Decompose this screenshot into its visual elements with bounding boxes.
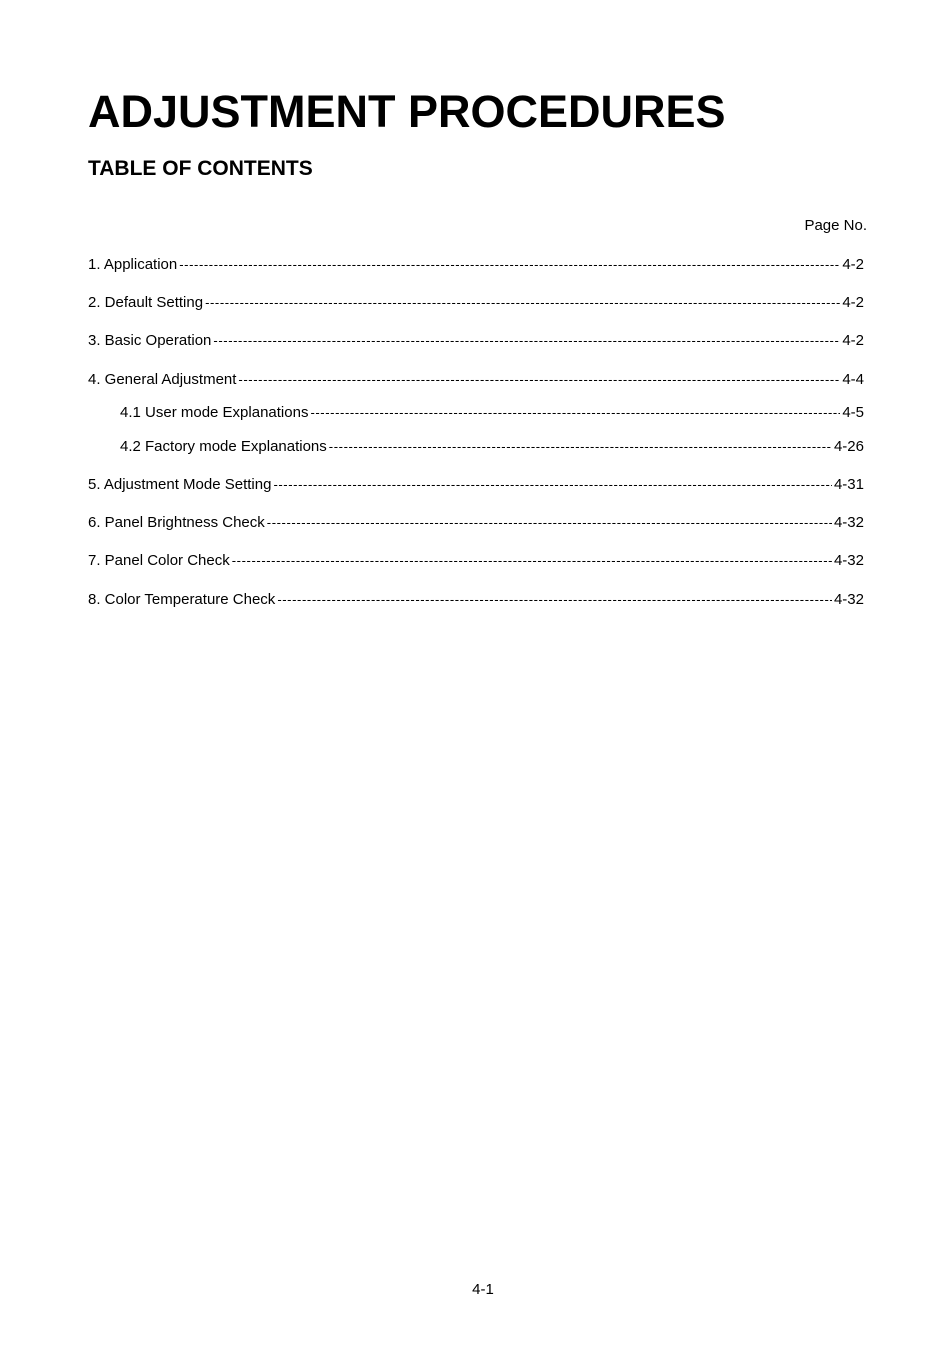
toc-entry-label: 7. Panel Color Check — [88, 552, 230, 569]
toc-entry-label: 2. Default Setting — [88, 294, 204, 311]
page-no-column-header: Page No. — [804, 217, 867, 234]
toc-entry-page: 4-32 — [833, 552, 864, 569]
toc-entry-label: 8. Color Temperature Check — [88, 591, 276, 608]
toc-entry-label: 5. Adjustment Mode Setting — [88, 476, 272, 493]
toc-entry-color-temperature-check[interactable] — [88, 590, 864, 610]
toc-entry-label: 4.2 Factory mode Explanations — [120, 438, 327, 455]
toc-entry-page: 4-32 — [833, 514, 864, 531]
toc-heading: TABLE OF CONTENTS — [88, 157, 313, 180]
toc-entry-basic-operation[interactable] — [88, 331, 864, 351]
dot-leader — [329, 437, 832, 457]
toc-entry-factory-mode-explanations[interactable] — [120, 437, 864, 457]
toc-entry-page: 4-2 — [842, 294, 864, 311]
dot-leader — [232, 551, 832, 571]
footer-page-number: 4-1 — [472, 1281, 494, 1298]
dot-leader — [273, 475, 832, 495]
toc-entry-page: 4-2 — [842, 256, 864, 273]
toc-entry-page: 4-5 — [842, 404, 864, 421]
toc-entry-panel-brightness-check[interactable] — [88, 513, 864, 533]
dot-leader — [205, 293, 840, 313]
toc-entry-label: 6. Panel Brightness Check — [88, 514, 265, 531]
dot-leader — [277, 590, 832, 610]
toc-entry-label: 4. General Adjustment — [88, 371, 237, 388]
toc-entry-general-adjustment[interactable] — [88, 370, 864, 390]
dot-leader — [267, 513, 832, 533]
dot-leader — [179, 255, 840, 275]
toc-entry-page: 4-26 — [833, 438, 864, 455]
toc-entry-page: 4-2 — [842, 332, 864, 349]
toc-entry-label: 3. Basic Operation — [88, 332, 212, 349]
toc-entry-label: 1. Application — [88, 256, 178, 273]
dot-leader — [213, 331, 840, 351]
toc-entry-default-setting[interactable] — [88, 293, 864, 313]
toc-entry-panel-color-check[interactable] — [88, 551, 864, 571]
toc-entry-page: 4-31 — [833, 476, 864, 493]
toc-entry-user-mode-explanations[interactable] — [120, 403, 864, 423]
toc-entry-label: 4.1 User mode Explanations — [120, 404, 309, 421]
toc-entry-application[interactable] — [88, 255, 864, 275]
toc-entry-adjustment-mode-setting[interactable] — [88, 475, 864, 495]
dot-leader — [238, 370, 840, 390]
toc-entry-page: 4-4 — [842, 371, 864, 388]
page-title: ADJUSTMENT PROCEDURES — [88, 86, 726, 137]
toc-entry-page: 4-32 — [833, 591, 864, 608]
dot-leader — [310, 403, 840, 423]
